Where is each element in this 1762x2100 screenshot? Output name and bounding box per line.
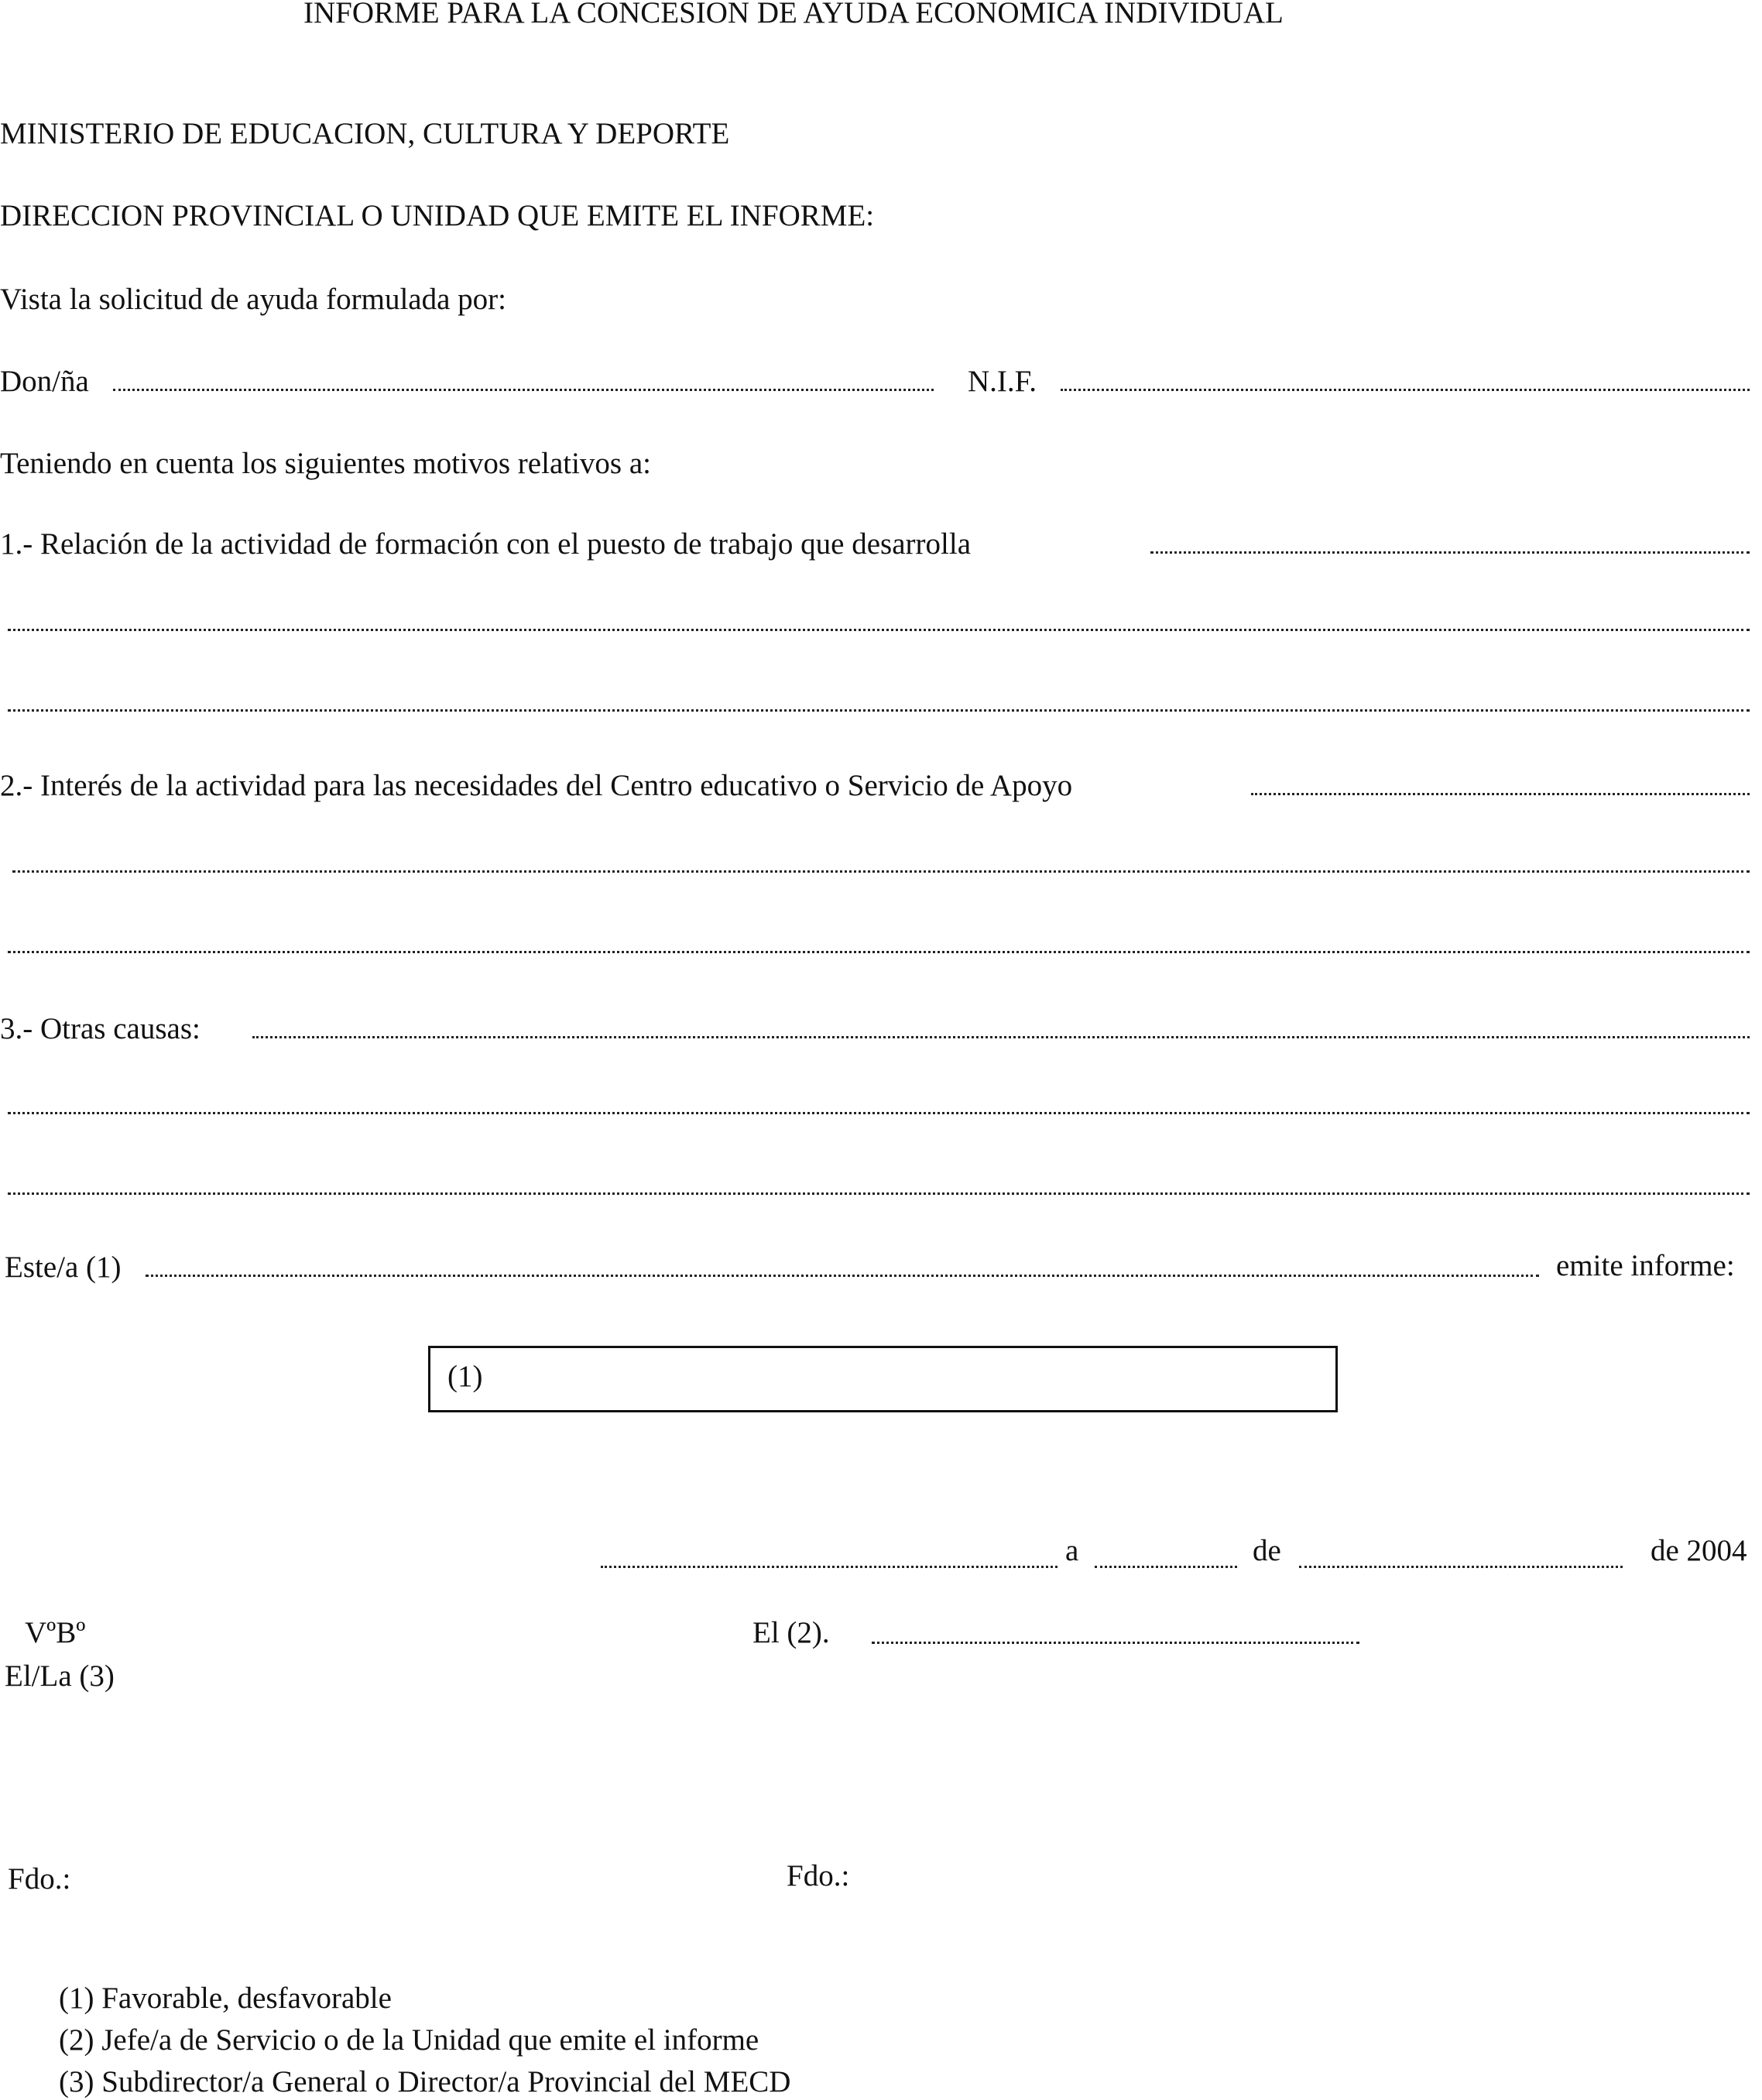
reason-1-field[interactable]	[1150, 551, 1750, 554]
date-de-label: de	[1253, 1534, 1281, 1567]
signature-right: Fdo.:	[787, 1859, 850, 1892]
applicant-label: Don/ña	[0, 365, 89, 398]
nif-label: N.I.F.	[968, 365, 1037, 398]
report-outcome-box[interactable]	[428, 1346, 1338, 1412]
issuer-suffix: emite informe:	[1556, 1249, 1735, 1282]
date-year-label: de 2004	[1651, 1534, 1747, 1567]
reasons-intro: Teniendo en cuenta los siguientes motivos relativos a:	[0, 447, 651, 480]
reason-1-label: 1.- Relación de la actividad de formación con el puesto de trabajo que desarrolla	[0, 527, 971, 561]
vb-label: VºBº	[25, 1616, 86, 1649]
nif-field[interactable]	[1061, 389, 1750, 391]
unit-heading: DIRECCION PROVINCIAL O UNIDAD QUE EMITE EL INFORME:	[0, 199, 875, 232]
ministry-heading: MINISTERIO DE EDUCACION, CULTURA Y DEPORTE	[0, 117, 730, 150]
reason-3-field[interactable]	[252, 1036, 1750, 1038]
date-place-field[interactable]	[601, 1566, 1058, 1568]
reason-1-line-3[interactable]	[8, 709, 1750, 712]
signature-left: Fdo.:	[8, 1862, 71, 1896]
date-a-label: a	[1065, 1534, 1079, 1567]
footnote-2: (2) Jefe/a de Servicio o de la Unidad que emite el informe	[59, 2023, 759, 2057]
document-title: INFORME PARA LA CONCESION DE AYUDA ECONOMICA INDIVIDUAL	[303, 0, 1284, 29]
reason-3-label: 3.- Otras causas:	[0, 1012, 201, 1045]
request-intro: Vista la solicitud de ayuda formulada por:	[0, 283, 506, 316]
date-month-field[interactable]	[1299, 1566, 1623, 1568]
report-outcome-label: (1)	[447, 1360, 483, 1393]
reason-2-field[interactable]	[1251, 793, 1750, 795]
reason-2-line-2[interactable]	[12, 870, 1750, 873]
reason-2-line-3[interactable]	[8, 951, 1750, 953]
issuer-label: Este/a (1)	[5, 1251, 122, 1284]
reason-2-label: 2.- Interés de la actividad para las necesidades del Centro educativo o Servicio de Apoyo	[0, 769, 1073, 802]
reason-3-line-2[interactable]	[8, 1112, 1750, 1114]
reason-1-line-2[interactable]	[8, 629, 1750, 631]
vb-role: El/La (3)	[5, 1659, 115, 1693]
date-day-field[interactable]	[1095, 1566, 1237, 1568]
footnote-3: (3) Subdirector/a General o Director/a Provincial del MECD	[59, 2065, 791, 2098]
el-label: El (2).	[752, 1616, 830, 1649]
el-field[interactable]	[872, 1642, 1359, 1644]
applicant-name-field[interactable]	[113, 389, 934, 391]
issuer-field[interactable]	[146, 1275, 1539, 1277]
footnote-1: (1) Favorable, desfavorable	[59, 1982, 392, 2015]
reason-3-line-3[interactable]	[8, 1192, 1750, 1195]
